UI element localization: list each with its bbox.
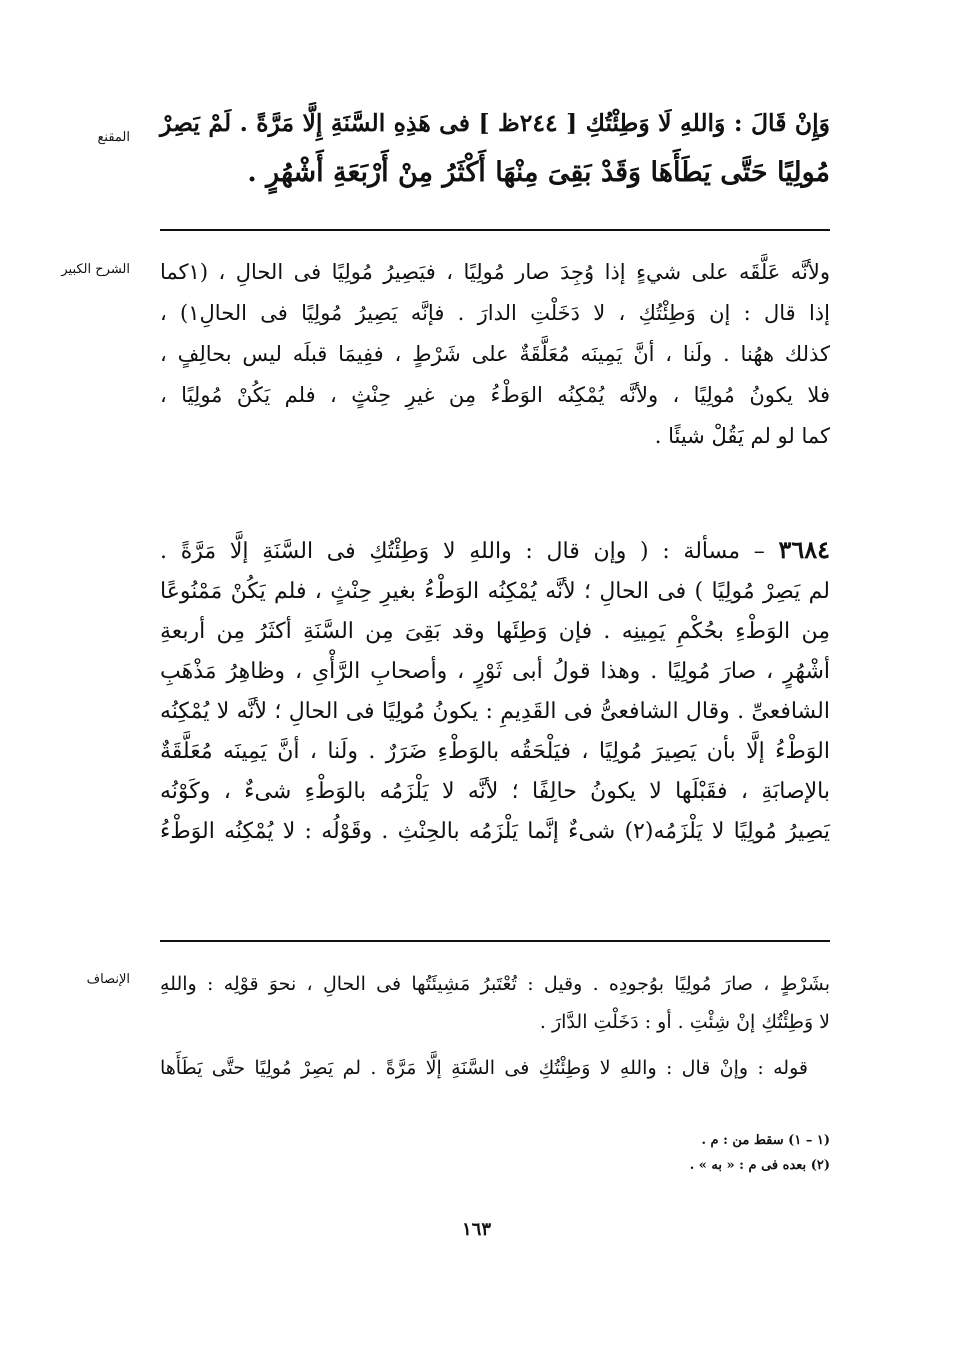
insaf-line: بشَرْطٍ ، صارَ مُولِيًا بوُجودِه . وقيل : تُعْتَبرُ مَشِيئَتُها فى الحالِ ، نحوَ قوْلِه : واللهِ: [160, 973, 830, 995]
sharh-text: [160, 252, 830, 457]
masala-line: بالإصابَةِ ، فقَبْلَها لا يكونُ حالِفًا ؛ لأنَّه لا يَلْزَمُه بالوَطْءِ شىءٌ ، وكَوْنُه: [160, 779, 830, 804]
insaf-line: قوله : وإنْ قال : واللهِ لا وَطِئْتُكِ فى السَّنَةِ إلَّا مَرَّةً . لم يَصِرْ مُولِيًا حتَّى يَطَأَها: [160, 1057, 808, 1079]
insaf-text: [160, 965, 830, 1087]
footnotes: [420, 1128, 830, 1178]
sharh-line: كما لو لم يَقُلْ شيئًا .: [654, 424, 830, 448]
sharh-margin-label: الشرح الكبير: [61, 262, 130, 277]
masala-line: لم يَصِرْ مُولِيًا ) فى الحالِ ؛ لأنَّه يُمْكِنُه الوَطْءُ بغيرِ حِنْثٍ ، فلم يَكُنْ مَمْنُوعًا: [160, 579, 830, 604]
footnote: (٢) بعده فى م : « به » .: [689, 1158, 830, 1173]
sharh-line: كذلك ههُنا . ولَنا ، أنَّ يَمِينَه مُعَلَّقَةٌ على شَرْطٍ ، ففِيمَا قبلَه ليس بحالِفٍ ،: [160, 342, 830, 366]
muqni-line: مُولِيًا حَتَّى يَطَأَهَا وَقَدْ بَقِىَ مِنْهَا أَكْثَرُ مِنْ أَرْبَعَةِ أَشْهُرٍ .: [247, 157, 830, 188]
masala-heading-rest: – مسألة : ( وإن قال : واللهِ لا وَطِئْتُكِ فى السَّنَةِ إلَّا مَرَّةً .: [160, 539, 779, 564]
masala-heading-line: [160, 530, 830, 572]
masala-line: الوَطْءُ إلَّا بأن يَصِيرَ مُولِيًا ، فيَلْحَقُه بالوَطْءِ ضَرَرٌ . ولَنا ، أنَّ يَمِينَه مُعَلَّقَةٌ: [160, 739, 830, 764]
footnote: (١ – ١) سقط من : م .: [701, 1133, 830, 1148]
masala-line: الشافعىِّ . وقال الشافعىُّ فى القَدِيمِ : يكونُ مُولِيًا فى الحالِ ؛ لأنَّه لا يُمْكِنُه: [160, 699, 830, 724]
insaf-margin-label: الإنصاف: [86, 972, 130, 987]
muqni-margin-label: المقنع: [97, 130, 130, 145]
masala-line: يَصِيرُ مُولِيًا لا يَلْزَمُه(٢) شىءٌ إنَّما يَلْزَمُه بالحِنْثِ . وقَوْلُه : لا يُمْكِنُه الوَطْءُ: [160, 819, 831, 844]
sharh-line: ولأنَّه عَلَّقَه على شيءٍ إذا وُجِدَ صار مُولِيًا ، فيَصِيرُ مُولِيًا فى الحالِ ، (١كما: [160, 260, 830, 284]
muqni-text: [160, 98, 830, 198]
masala-line: مِن الوَطْءِ بحُكْمِ يَمِينِه . فإن وَطِئَها وقد بَقِىَ مِن السَّنَةِ أكثَرُ مِن أربعةِ: [160, 619, 830, 644]
page-number: ١٦٣: [461, 1219, 491, 1240]
section-divider: [160, 940, 830, 942]
muqni-line: وَإِنْ قَالَ : وَاللهِ لَا وَطِئْتُكِ [ ٢٤٤ظ ] فى هَذِهِ السَّنَةِ إِلَّا مَرَّةً . لَمْ يَصِرْ: [160, 109, 831, 137]
masala-text: [160, 530, 830, 852]
sharh-line: إذا قال : إن وَطِئْتُكِ ، لا دَخَلْتِ الدارَ . فإنَّه يَصِيرُ مُولِيًا فى الحالِ١) ،: [160, 301, 830, 325]
masala-line: أشْهُرٍ ، صارَ مُولِيًا . وهذا قولُ أبى ثَوْرٍ ، وأصحابِ الرَّأْىِ ، وظاهِرُ مَذْهَبِ: [160, 659, 830, 684]
masala-number: ٣٦٨٤: [778, 535, 830, 564]
sharh-line: فلا يكونُ مُولِيًا ، ولأنَّه يُمْكِنُه الوَطْءُ مِن غيرِ حِنْثٍ ، فلم يَكُنْ مُولِيًا ،: [160, 383, 830, 407]
section-divider: [160, 229, 830, 231]
insaf-line: لا وَطِئْتُكِ إنْ شِئْتِ . أو : دَخَلْتِ الدَّارَ .: [539, 1011, 830, 1033]
